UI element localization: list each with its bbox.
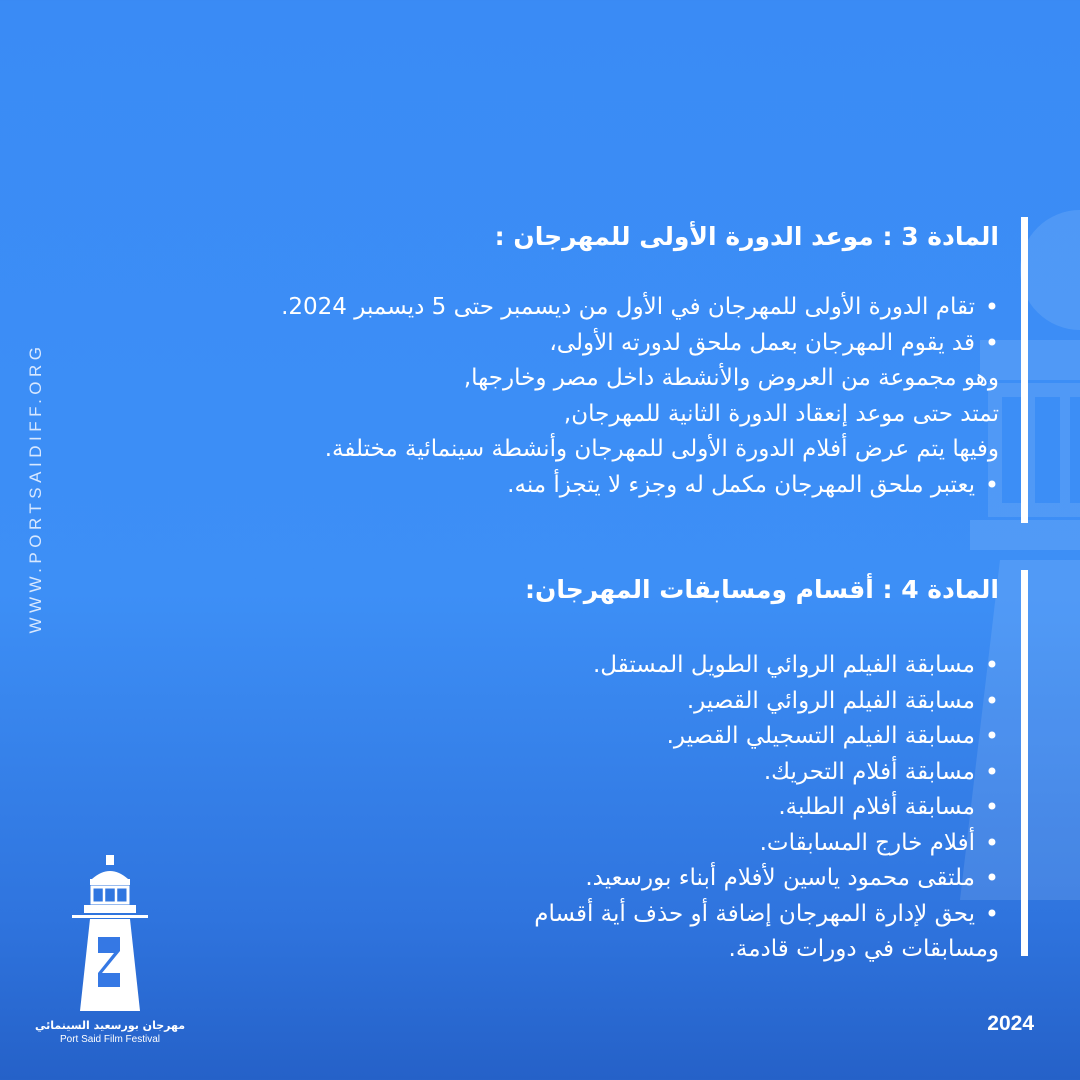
article-4-section: [119, 570, 1028, 962]
article-3-heading: المادة 3 : موعد الدورة الأولى للمهرجان :: [494, 222, 999, 251]
list-item: • يحق لإدارة المهرجان إضافة أو حذف أية أقسام: [119, 897, 999, 933]
article-3-section: [119, 217, 1028, 523]
website-url[interactable]: WWW.PORTSAIDIFF.ORG: [26, 342, 45, 634]
list-item: وهو مجموعة من العروض والأنشطة داخل مصر وخارجها,: [463, 365, 999, 391]
list-item: تمتد حتى موعد إنعقاد الدورة الثانية للمهرجان,: [563, 400, 999, 427]
list-item: • يعتبر ملحق المهرجان مكمل له وجزء لا يتجزأ منه.: [119, 468, 999, 504]
logo-arabic-name: مهرجان بورسعيد السينمائي: [34, 1019, 186, 1032]
list-item: • قد يقوم المهرجان بعمل ملحق لدورته الأولى،: [119, 326, 999, 362]
logo-english-name: Port Said Film Festival: [59, 1034, 161, 1045]
list-item: • تقام الدورة الأولى للمهرجان في الأول من ديسمبر حتى 5 ديسمبر 2024.: [119, 290, 999, 326]
festival-logo: [30, 855, 190, 1045]
list-item: • أفلام خارج المسابقات.: [119, 826, 999, 862]
list-item: • مسابقة أفلام الطلبة.: [119, 790, 999, 826]
list-item: • مسابقة أفلام التحريك.: [119, 755, 999, 791]
list-item: • مسابقة الفيلم التسجيلي القصير.: [119, 719, 999, 755]
article-3-list: [119, 290, 999, 503]
list-item: • ملتقى محمود ياسين لأفلام أبناء بورسعيد.: [119, 861, 999, 897]
lighthouse-logo-icon: [68, 855, 152, 1015]
year-label: 2024: [987, 1012, 1034, 1035]
list-item: ومسابقات في دورات قادمة.: [728, 936, 999, 962]
article-4-heading: المادة 4 : أقسام ومسابقات المهرجان:: [525, 575, 999, 604]
article-4-list: [119, 648, 999, 968]
list-item: • مسابقة الفيلم الروائي الطويل المستقل.: [119, 648, 999, 684]
list-item: • مسابقة الفيلم الروائي القصير.: [119, 684, 999, 720]
list-item: وفيها يتم عرض أفلام الدورة الأولى للمهرجان وأنشطة سينمائية مختلفة.: [324, 436, 999, 462]
